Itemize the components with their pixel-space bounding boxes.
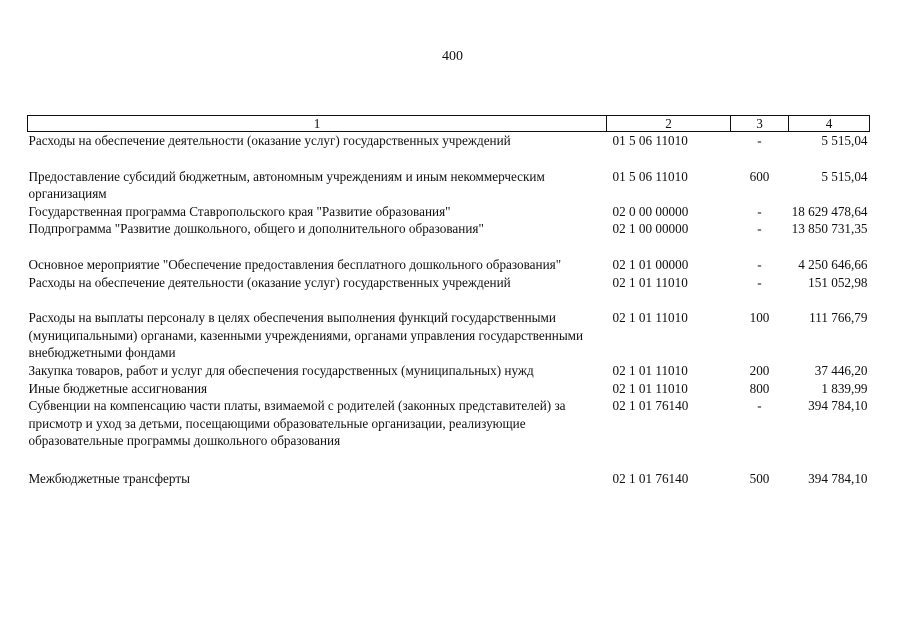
page-number: 400: [442, 49, 463, 64]
header-row: [28, 116, 870, 132]
row-expense-type: -: [757, 221, 762, 237]
row-code: 02 1 01 76140: [612, 398, 689, 414]
header-col-4: 4: [789, 116, 870, 132]
row-amount: 37 446,20: [814, 362, 868, 378]
row-amount: 13 850 731,35: [791, 221, 868, 237]
row-name: Расходы на обеспечение деятельности (оказание услуг) государственных учреждений: [28, 274, 511, 290]
row-amount: 394 784,10: [808, 398, 868, 414]
row-expense-type: -: [757, 133, 762, 148]
row-name: Иные бюджетные ассигнования: [28, 380, 208, 396]
row-name: Расходы на обеспечение деятельности (оказание услуг) государственных учреждений: [28, 133, 511, 148]
table-row: [28, 274, 870, 310]
row-amount: 1 839,99: [821, 380, 868, 396]
row-expense-type: -: [757, 274, 762, 290]
row-code: 02 1 01 11010: [612, 310, 688, 326]
header-col-2: 2: [607, 116, 731, 132]
row-name: Основное мероприятие "Обеспечение предоставления бесплатного дошкольного образования": [28, 256, 562, 272]
row-name: Закупка товаров, работ и услуг для обеспечения государственных (муниципальных) нужд: [28, 362, 534, 378]
table-row: [28, 132, 870, 168]
row-expense-type: 600: [749, 168, 770, 184]
row-code: 02 1 01 11010: [612, 362, 688, 378]
row-code: 02 1 01 00000: [612, 256, 689, 272]
row-expense-type: 800: [749, 380, 770, 396]
row-amount: 394 784,10: [808, 470, 868, 486]
table-row: [28, 470, 870, 488]
row-name: Расходы на выплаты персоналу в целях обеспечения выполнения функций государственными (муниципальными) органами, казенными учреждениями, органами управления государственными внебюджетными фондами: [28, 310, 584, 361]
row-amount: 5 515,04: [821, 133, 868, 148]
table-row: [28, 362, 870, 380]
row-code: 02 1 01 11010: [612, 380, 688, 396]
row-name: Государственная программа Ставропольского края "Развитие образования": [28, 203, 451, 219]
header-col-3: 3: [731, 116, 789, 132]
table-row: [28, 397, 870, 470]
row-amount: 18 629 478,64: [791, 203, 868, 219]
row-code: 02 0 00 00000: [612, 203, 689, 219]
budget-table: [27, 115, 870, 488]
row-name: Предоставление субсидий бюджетным, автономным учреждениям и иным некоммерческим организациям: [28, 168, 545, 202]
row-amount: 151 052,98: [808, 274, 868, 290]
row-expense-type: -: [757, 256, 762, 272]
row-amount: 4 250 646,66: [798, 256, 868, 272]
row-name: Подпрограмма "Развитие дошкольного, общего и дополнительного образования": [28, 221, 484, 237]
row-expense-type: -: [757, 398, 762, 414]
table-row: [28, 203, 870, 221]
row-code: 02 1 01 11010: [612, 274, 688, 290]
table-body: [28, 132, 870, 488]
row-code: 01 5 06 11010: [612, 168, 688, 184]
table-row: [28, 256, 870, 274]
row-name: Межбюджетные трансферты: [28, 470, 190, 486]
table-row: [28, 380, 870, 398]
row-expense-type: 100: [749, 310, 770, 326]
row-code: 01 5 06 11010: [612, 133, 688, 148]
header-col-1: 1: [28, 116, 607, 132]
table-row: [28, 309, 870, 362]
table-row: [28, 168, 870, 203]
table-row: [28, 220, 870, 256]
row-name: Субвенции на компенсацию части платы, взимаемой с родителей (законных представителей) за присмотр и уход за детьми, посещающими образовательные организации, реализующие образовательные программы дошкольного образования: [28, 398, 566, 449]
row-amount: 5 515,04: [821, 168, 868, 184]
row-amount: 111 766,79: [809, 310, 868, 326]
row-code: 02 1 00 00000: [612, 221, 689, 237]
table-header: [28, 116, 870, 132]
row-expense-type: -: [757, 203, 762, 219]
row-expense-type: 200: [749, 362, 770, 378]
row-expense-type: 500: [749, 470, 770, 486]
row-code: 02 1 01 76140: [612, 470, 689, 486]
